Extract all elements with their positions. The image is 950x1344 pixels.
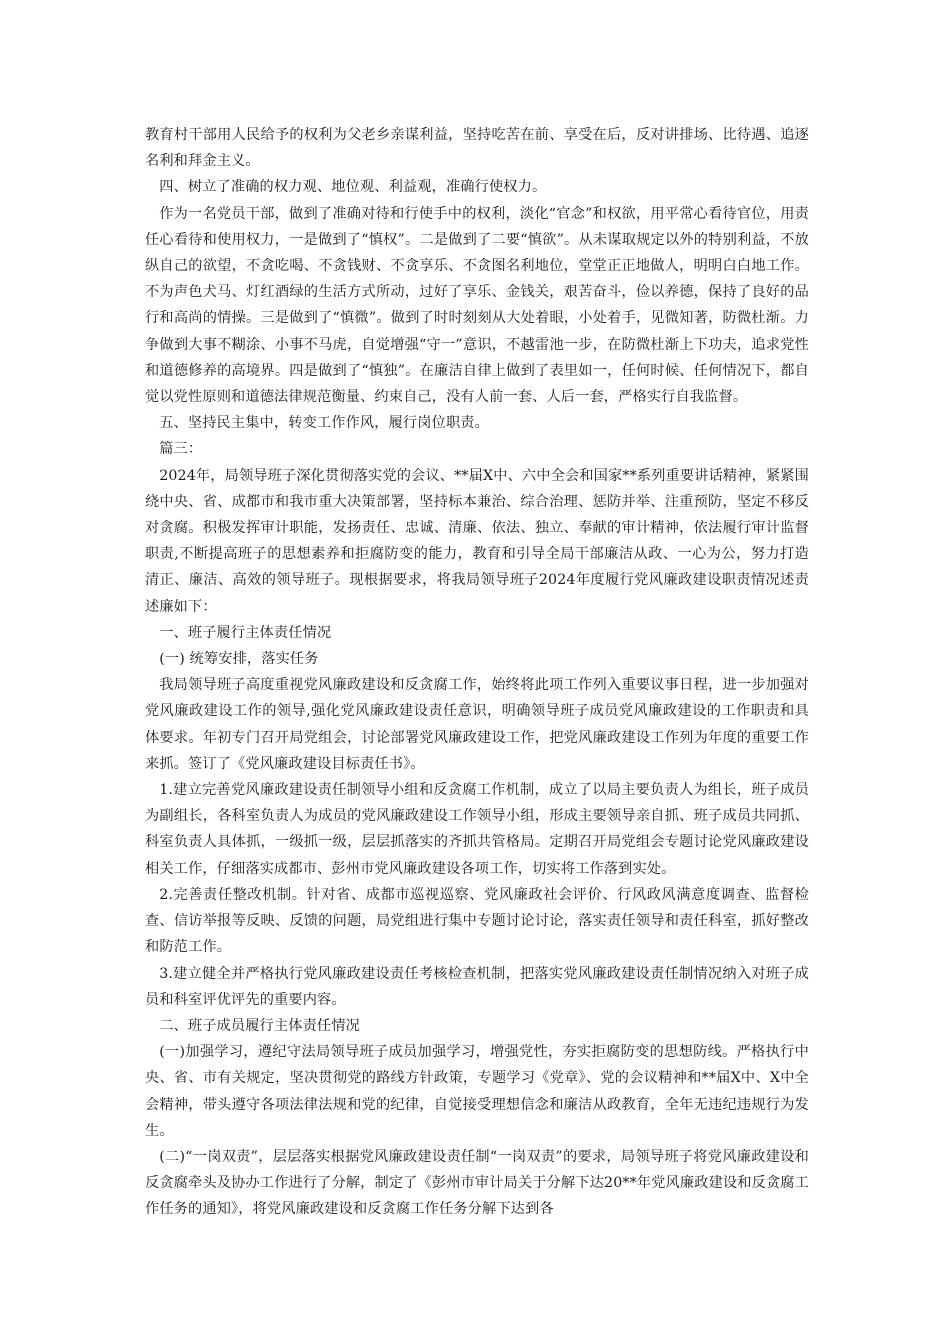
- paragraph: 我局领导班子高度重视党风廉政建设和反贪腐工作，始终将此项工作列入重要议事日程，进一步加强对党风廉政建设工作的领导,强化党风廉政建设责任意识，明确领导班子成员党风廉政建设的工作职责和具体要求。年初专门召开局党组会，讨论部署党风廉政建设工作，把党风廉政建设工作列为年度的重要工作来抓。签订了《党风廉政建设目标责任书》。: [145, 677, 809, 772]
- paragraph: (一)加强学习，遵纪守法局领导班子成员加强学习，增强党性，夯实拒腐防变的思想防线。严格执行中央、省、市有关规定，坚决贯彻党的路线方针政策，专题学习《党章》、党的会议精神和**届X中、X中全会精神，带头遵守各项法律法规和党的纪律，自觉接受理想信念和廉洁从政教育，全年无违纪违规行为发生。: [145, 1044, 809, 1139]
- paragraph: 2.完善责任整改机制。针对省、成都市巡视巡察、党风廉政社会评价、行风政风满意度调查、监督检查、信访举报等反映、反馈的问题，局党组进行集中专题讨论讨论，落实责任领导和责任科室，抓好整改和防范工作。: [145, 886, 809, 956]
- paragraph: 2024年，局领导班子深化贯彻落实党的会议、**届X中、六中全会和国家**系列重要讲话精神，紧紧围绕中央、省、成都市和我市重大决策部署，坚持标本兼治、综合治理、惩防并举、注重预防，坚定不移反对贪腐。积极发挥审计职能，发扬责任、忠诚、清廉、依法、独立、奉献的审计精神，依法履行审计监督职责,不断提高班子的思想素养和拒腐防变的能力，教育和引导全局干部廉洁从政、一心为公，努力打造清正、廉洁、高效的领导班子。现根据要求，将我局领导班子2024年度履行党风廉政建设职责情况述责述廉如下：: [145, 467, 809, 615]
- section-heading: 一、班子履行主体责任情况: [159, 624, 332, 641]
- paragraph: 教育村干部用人民给予的权利为父老乡亲谋利益，坚持吃苦在前、享受在后，反对讲排场、比待遇、追逐名利和拜金主义。: [145, 127, 809, 170]
- paragraph: 1.建立完善党风廉政建设责任制领导小组和反贪腐工作机制，成立了以局主要负责人为组长，班子成员为副组长，各科室负责人为成员的党风廉政建设工作领导小组，形成主要领导亲自抓、班子成员共同抓、科室负责人具体抓，一级抓一级，层层抓落实的齐抓共管格局。定期召开局党组会专题讨论党风廉政建设相关工作，仔细落实成都市、彭州市党风廉政建设各项工作，切实将工作落到实处。: [145, 782, 809, 877]
- paragraph: (二)“一岗双责”，层层落实根据党风廉政建设责任制“一岗双责”的要求，局领导班子将党风廉政建设和反贪腐牵头及协办工作进行了分解，制定了《彭州市审计局关于分解下达20**年党风廉政建设和反贪腐工作任务的通知》，将党风廉政建设和反贪腐工作任务分解下达到各: [145, 1148, 809, 1218]
- paragraph: 3.建立健全并严格执行党风廉政建设责任考核检查机制，把落实党风廉政建设责任制情况纳入对班子成员和科室评优评先的重要内容。: [145, 965, 809, 1008]
- section-heading: 五、坚持民主集中，转变工作作风，履行岗位职责。: [159, 415, 489, 432]
- paragraph: 作为一名党员干部，做到了准确对待和行使手中的权利，淡化“官念”和权欲，用平常心看待官位，用责任心看待和使用权力，一是做到了“慎权”。二是做到了二要“慎欲”。从未谋取规定以外的特别利益，不放纵自己的欲望，不贪吃喝、不贪钱财、不贪享乐、不贪图名利地位，堂堂正正地做人，明明白白地工作。不为声色犬马、灯红酒绿的生活方式所动，过好了享乐、金钱关，艰苦奋斗，俭以养德，保持了良好的品行和高尚的情操。三是做到了“慎微”。做到了时时刻刻从大处着眼，小处着手，见微知著，防微杜渐。力争做到大事不糊涂、小事不马虎，自觉增强“守一”意识，不越雷池一步，在防微杜渐上下功夫，追求党性和道德修养的高境界。四是做到了“慎独”。在廉洁自律上做到了表里如一，任何时候、任何情况下，都自觉以党性原则和道德法律规范衡量、约束自己，没有人前一套、人后一套，严格实行自我监督。: [145, 205, 809, 406]
- section-heading: 四、树立了准确的权力观、地位观、利益观，准确行使权力。: [159, 179, 547, 196]
- subsection-heading: (一) 统筹安排，落实任务: [159, 651, 319, 668]
- section-heading: 二、班子成员履行主体责任情况: [159, 1017, 360, 1034]
- part-heading: 篇三：: [159, 441, 203, 458]
- document-body: [145, 122, 809, 1223]
